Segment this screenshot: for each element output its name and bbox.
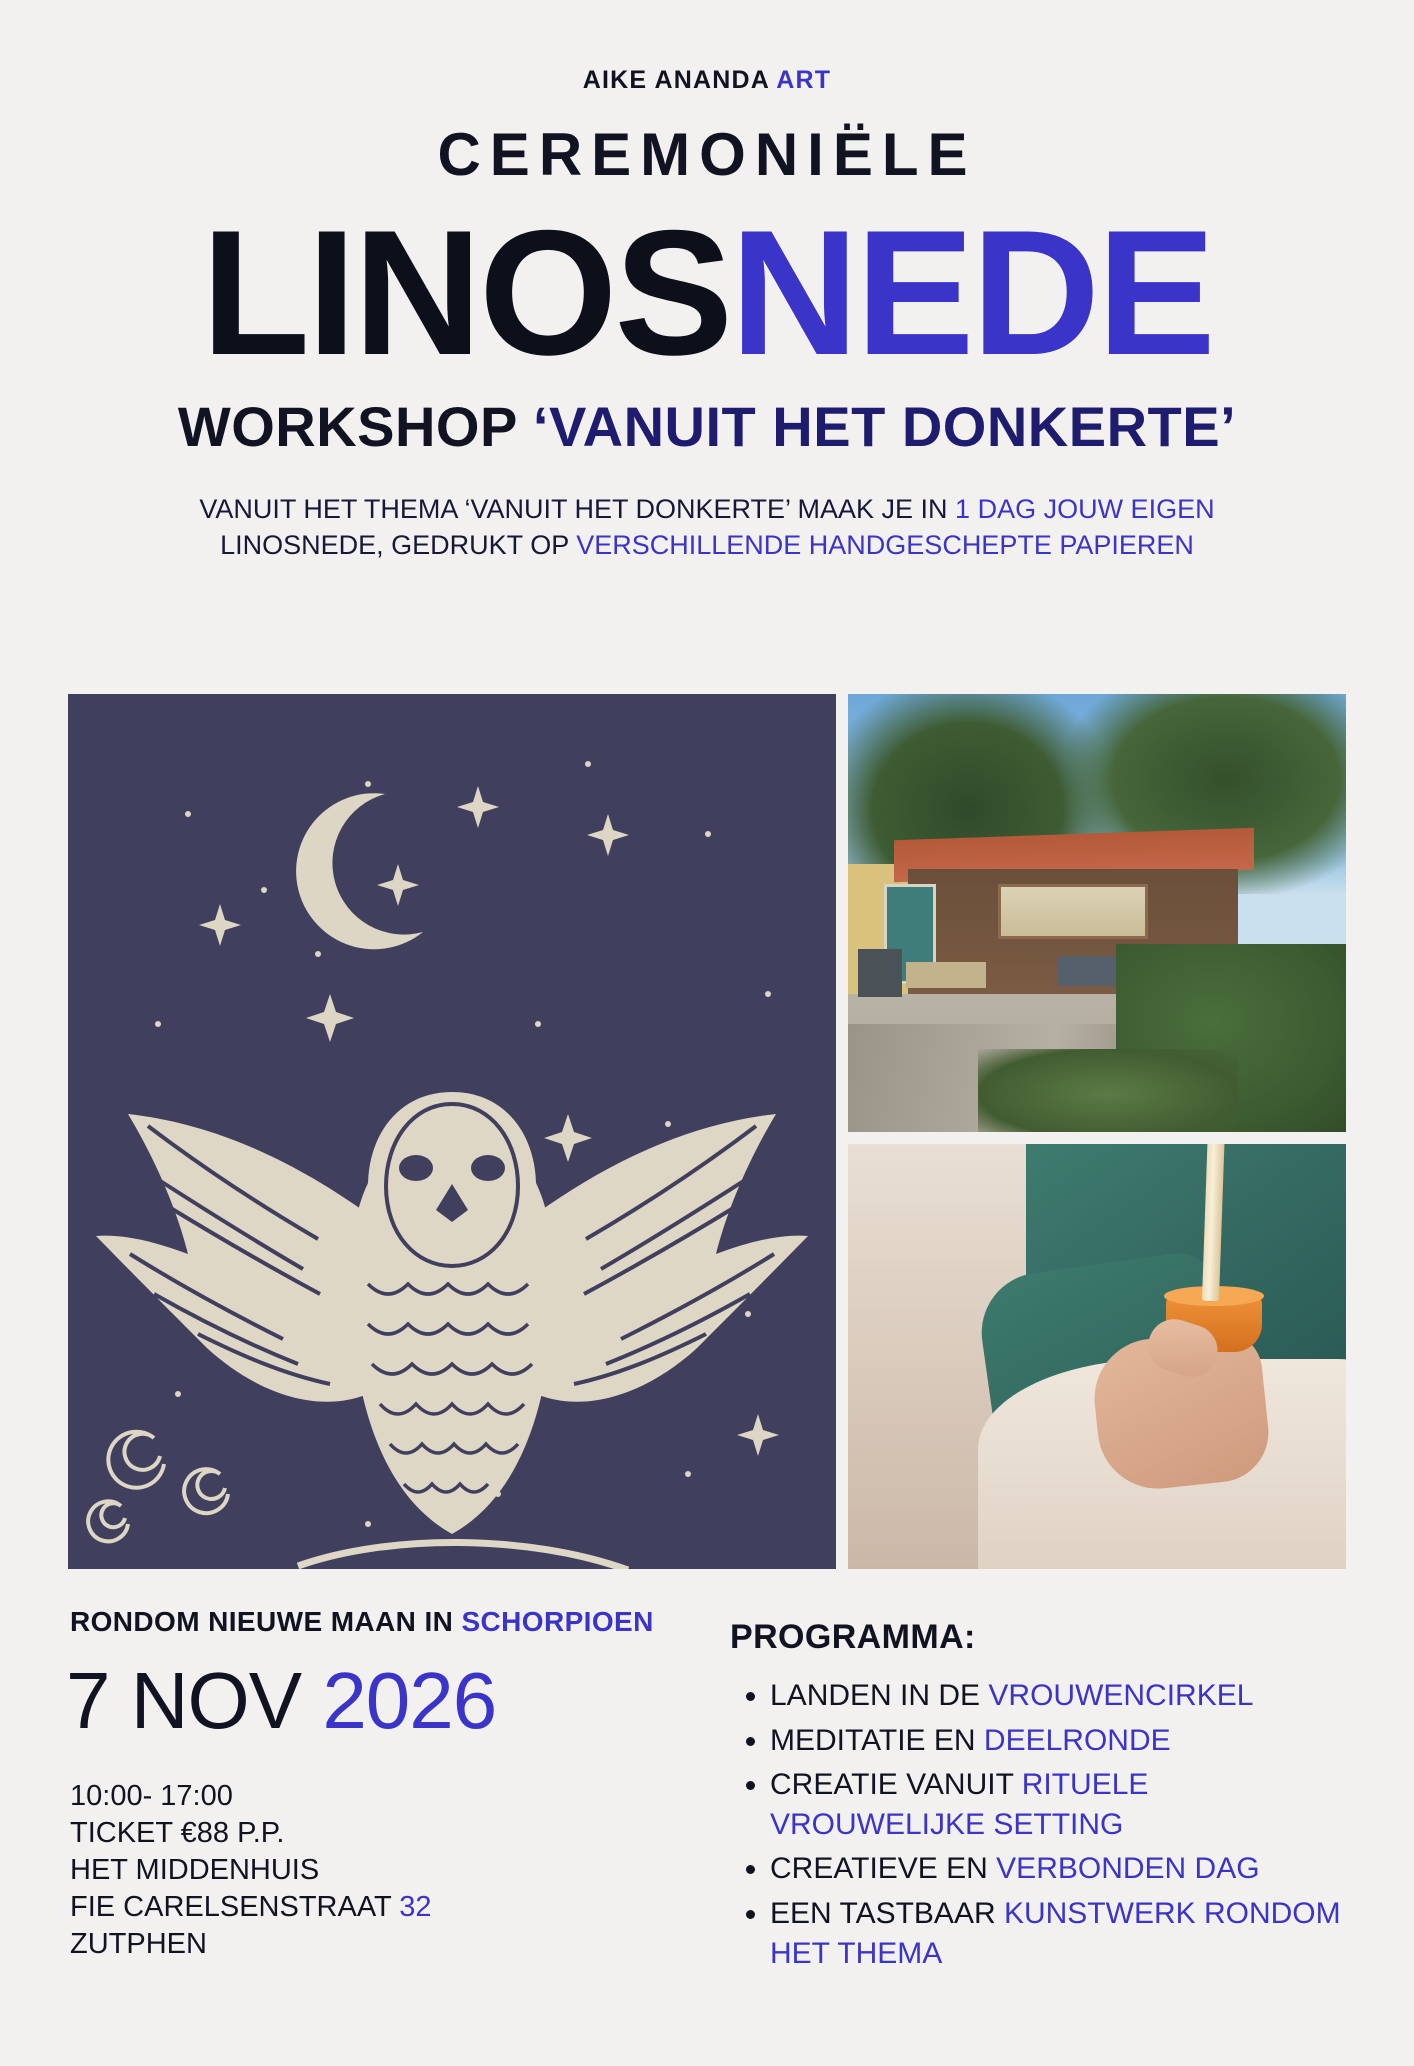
intro-line-2-a: LINOSNEDE, GEDRUKT OP (220, 530, 577, 561)
event-street-name: FIE CARELSENSTRAAT (70, 1891, 400, 1924)
bench-secondary (906, 962, 986, 988)
list-item (770, 1676, 1370, 1716)
list-item (770, 1765, 1370, 1844)
bushes-front (978, 1049, 1238, 1132)
subtitle-part-1: WORKSHOP (177, 394, 533, 458)
event-details (70, 1778, 432, 1964)
programma-item-4-a: EEN TASTBAAR (770, 1896, 1004, 1930)
candle-photo (848, 1144, 1346, 1569)
programma-item-1-a: MEDITATIE EN (770, 1723, 984, 1757)
event-street-number: 32 (399, 1891, 432, 1924)
intro-line-1-b: 1 DAG JOUW EIGEN (955, 493, 1215, 524)
poster (0, 66, 1414, 2066)
list-item (770, 1894, 1370, 1973)
event-venue: HET MIDDENHUIS (70, 1854, 320, 1887)
programma-item-1-b: DEELRONDE (983, 1723, 1171, 1757)
intro-line-2 (130, 527, 1284, 563)
bin (858, 949, 902, 997)
programma-item-3-b: VERBONDEN DAG (996, 1852, 1260, 1886)
intro-line-1 (130, 491, 1284, 527)
programma-item-4-b: KUNSTWERK RONDOM HET THEMA (770, 1896, 1341, 1970)
list-item (770, 1721, 1370, 1761)
event-city: ZUTPHEN (70, 1928, 207, 1961)
window (998, 884, 1148, 939)
programma-item-3-a: CREATIEVE EN (770, 1852, 997, 1886)
intro-line-1-a: VANUIT HET THEMA ‘VANUIT HET DONKERTE’ MAAK JE IN (199, 493, 956, 524)
title-part-2: NEDE (730, 193, 1213, 392)
linocut-owl-image (68, 694, 836, 1569)
owl-illustration-svg (68, 694, 836, 1569)
event-time: 10:00- 17:00 (70, 1780, 233, 1812)
intro-line-2-b: VERSCHILLENDE HANDGESCHEPTE PAPIEREN (576, 530, 1194, 561)
moon-phase-a: RONDOM NIEUWE MAAN IN (70, 1606, 462, 1637)
list-item (770, 1849, 1370, 1889)
brand-suffix: ART (776, 66, 832, 94)
programma-list (730, 1676, 1370, 1978)
moon-phase-b: SCHORPIOEN (461, 1606, 654, 1637)
location-photo (848, 694, 1346, 1132)
programma-item-2-a: CREATIE VANUIT (770, 1768, 1022, 1802)
event-date-year: 2026 (322, 1656, 497, 1745)
page-subtitle (0, 394, 1414, 458)
event-street (70, 1889, 432, 1926)
page-title (0, 193, 1414, 392)
event-date (66, 1656, 497, 1745)
image-gallery (68, 694, 1346, 1569)
event-date-day-month: 7 NOV (66, 1656, 323, 1745)
programma-item-0-b: VROUWENCIRKEL (988, 1679, 1254, 1712)
brand-line (0, 66, 1414, 95)
brand-name: AIKE ANANDA (582, 66, 777, 94)
programma-item-0-a: LANDEN IN DE (770, 1679, 989, 1712)
eyebrow-heading: CEREMONIËLE (437, 121, 977, 188)
right-image-column (848, 694, 1346, 1569)
intro-paragraph (0, 491, 1414, 564)
title-part-1: LINOS (201, 193, 731, 392)
programma-item-2-b: RITUELE VROUWELIJKE SETTING (770, 1768, 1149, 1841)
subtitle-part-2: ‘VANUIT HET DONKERTE’ (532, 394, 1237, 458)
moon-phase-line (70, 1606, 654, 1638)
event-ticket: TICKET €88 P.P. (70, 1817, 285, 1850)
programma-heading: PROGRAMMA: (730, 1618, 976, 1656)
